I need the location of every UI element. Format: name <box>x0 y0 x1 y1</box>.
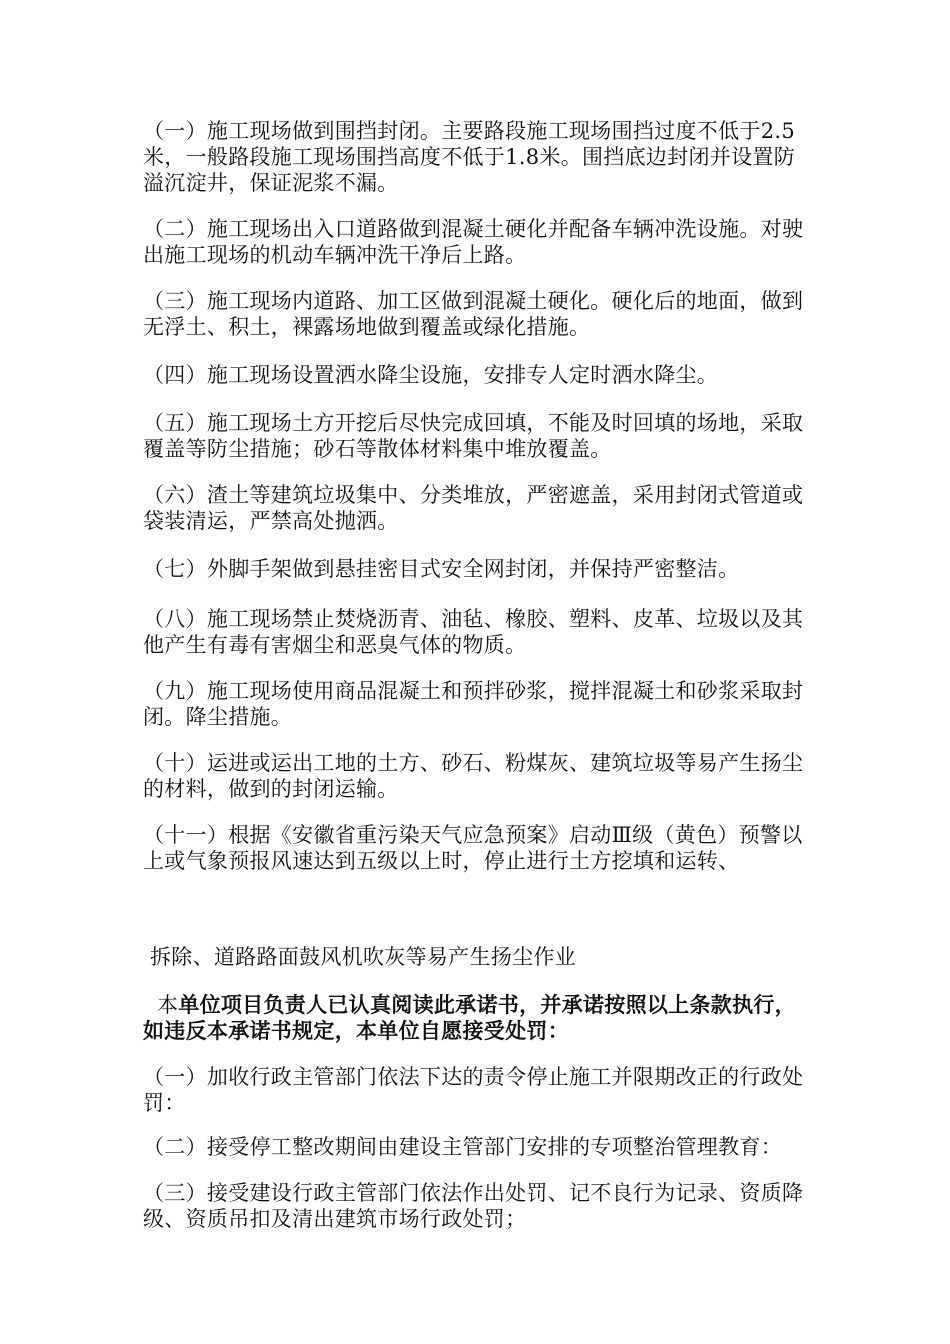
commitment-prefix: 本 <box>143 993 179 1017</box>
clause-11-continued: 拆除、道路路面鼓风机吹灰等易产生扬尘作业 <box>143 945 576 969</box>
clause-8: （八）施工现场禁止焚烧沥青、油毡、橡胶、塑料、皮革、垃圾以及其他产生有毒有害烟尘和恶臭气体的物质。 <box>143 607 804 657</box>
clause-1: （一）施工现场做到围挡封闭。主要路段施工现场围挡过度不低于2.5米，一般路段施工现场围挡高度不低于1.8米。围挡底边封闭并设置防溢沉淀井，保证泥浆不漏。 <box>143 119 795 195</box>
clause-10: （十）运进或运出工地的土方、砂石、粉煤灰、建筑垃圾等易产生扬尘的材料，做到的封闭运输。 <box>143 751 804 801</box>
commitment-statement <box>143 992 815 1044</box>
penalty-3: （三）接受建设行政主管部门依法作出处罚、记不良行为记录、资质降级、资质吊扣及清出建筑市场行政处罚； <box>143 1181 804 1231</box>
clause-6: （六）渣土等建筑垃圾集中、分类堆放，严密遮盖，采用封闭式管道或袋装清运，严禁高处抛洒。 <box>143 483 804 533</box>
clause-9: （九）施工现场使用商品混凝土和预拌砂浆，搅拌混凝土和砂浆采取封闭。降尘措施。 <box>143 679 804 729</box>
penalty-1: （一）加收行政主管部门依法下达的责令停止施工并限期改正的行政处罚： <box>143 1065 804 1115</box>
clause-11: （十一）根据《安徽省重污染天气应急预案》启动Ⅲ级（黄色）预警以上或气象预报风速达到五级以上时，停止进行土方挖填和运转、 <box>143 823 803 873</box>
penalty-2: （二）接受停工整改期间由建设主管部门安排的专项整治管理教育： <box>143 1135 782 1159</box>
clause-5: （五）施工现场土方开挖后尽快完成回填，不能及时回填的场地，采取覆盖等防尘措施；砂石等散体材料集中堆放覆盖。 <box>143 411 804 461</box>
clause-4: （四）施工现场设置洒水降尘设施，安排专人定时洒水降尘。 <box>143 363 719 387</box>
clause-3: （三）施工现场内道路、加工区做到混凝土硬化。硬化后的地面，做到无浮土、积土，裸露场地做到覆盖或绿化措施。 <box>143 289 804 339</box>
commitment-bold-text: 单位项目负责人已认真阅读此承诺书，并承诺按照以上条款执行，如违反本承诺书规定，本单位自愿接受处罚： <box>143 992 796 1043</box>
clause-7: （七）外脚手架做到悬挂密目式安全网封闭，并保持严密整洁。 <box>143 557 740 581</box>
clause-2: （二）施工现场出入口道路做到混凝土硬化并配备车辆冲洗设施。对驶出施工现场的机动车辆冲洗干净后上路。 <box>143 217 804 267</box>
